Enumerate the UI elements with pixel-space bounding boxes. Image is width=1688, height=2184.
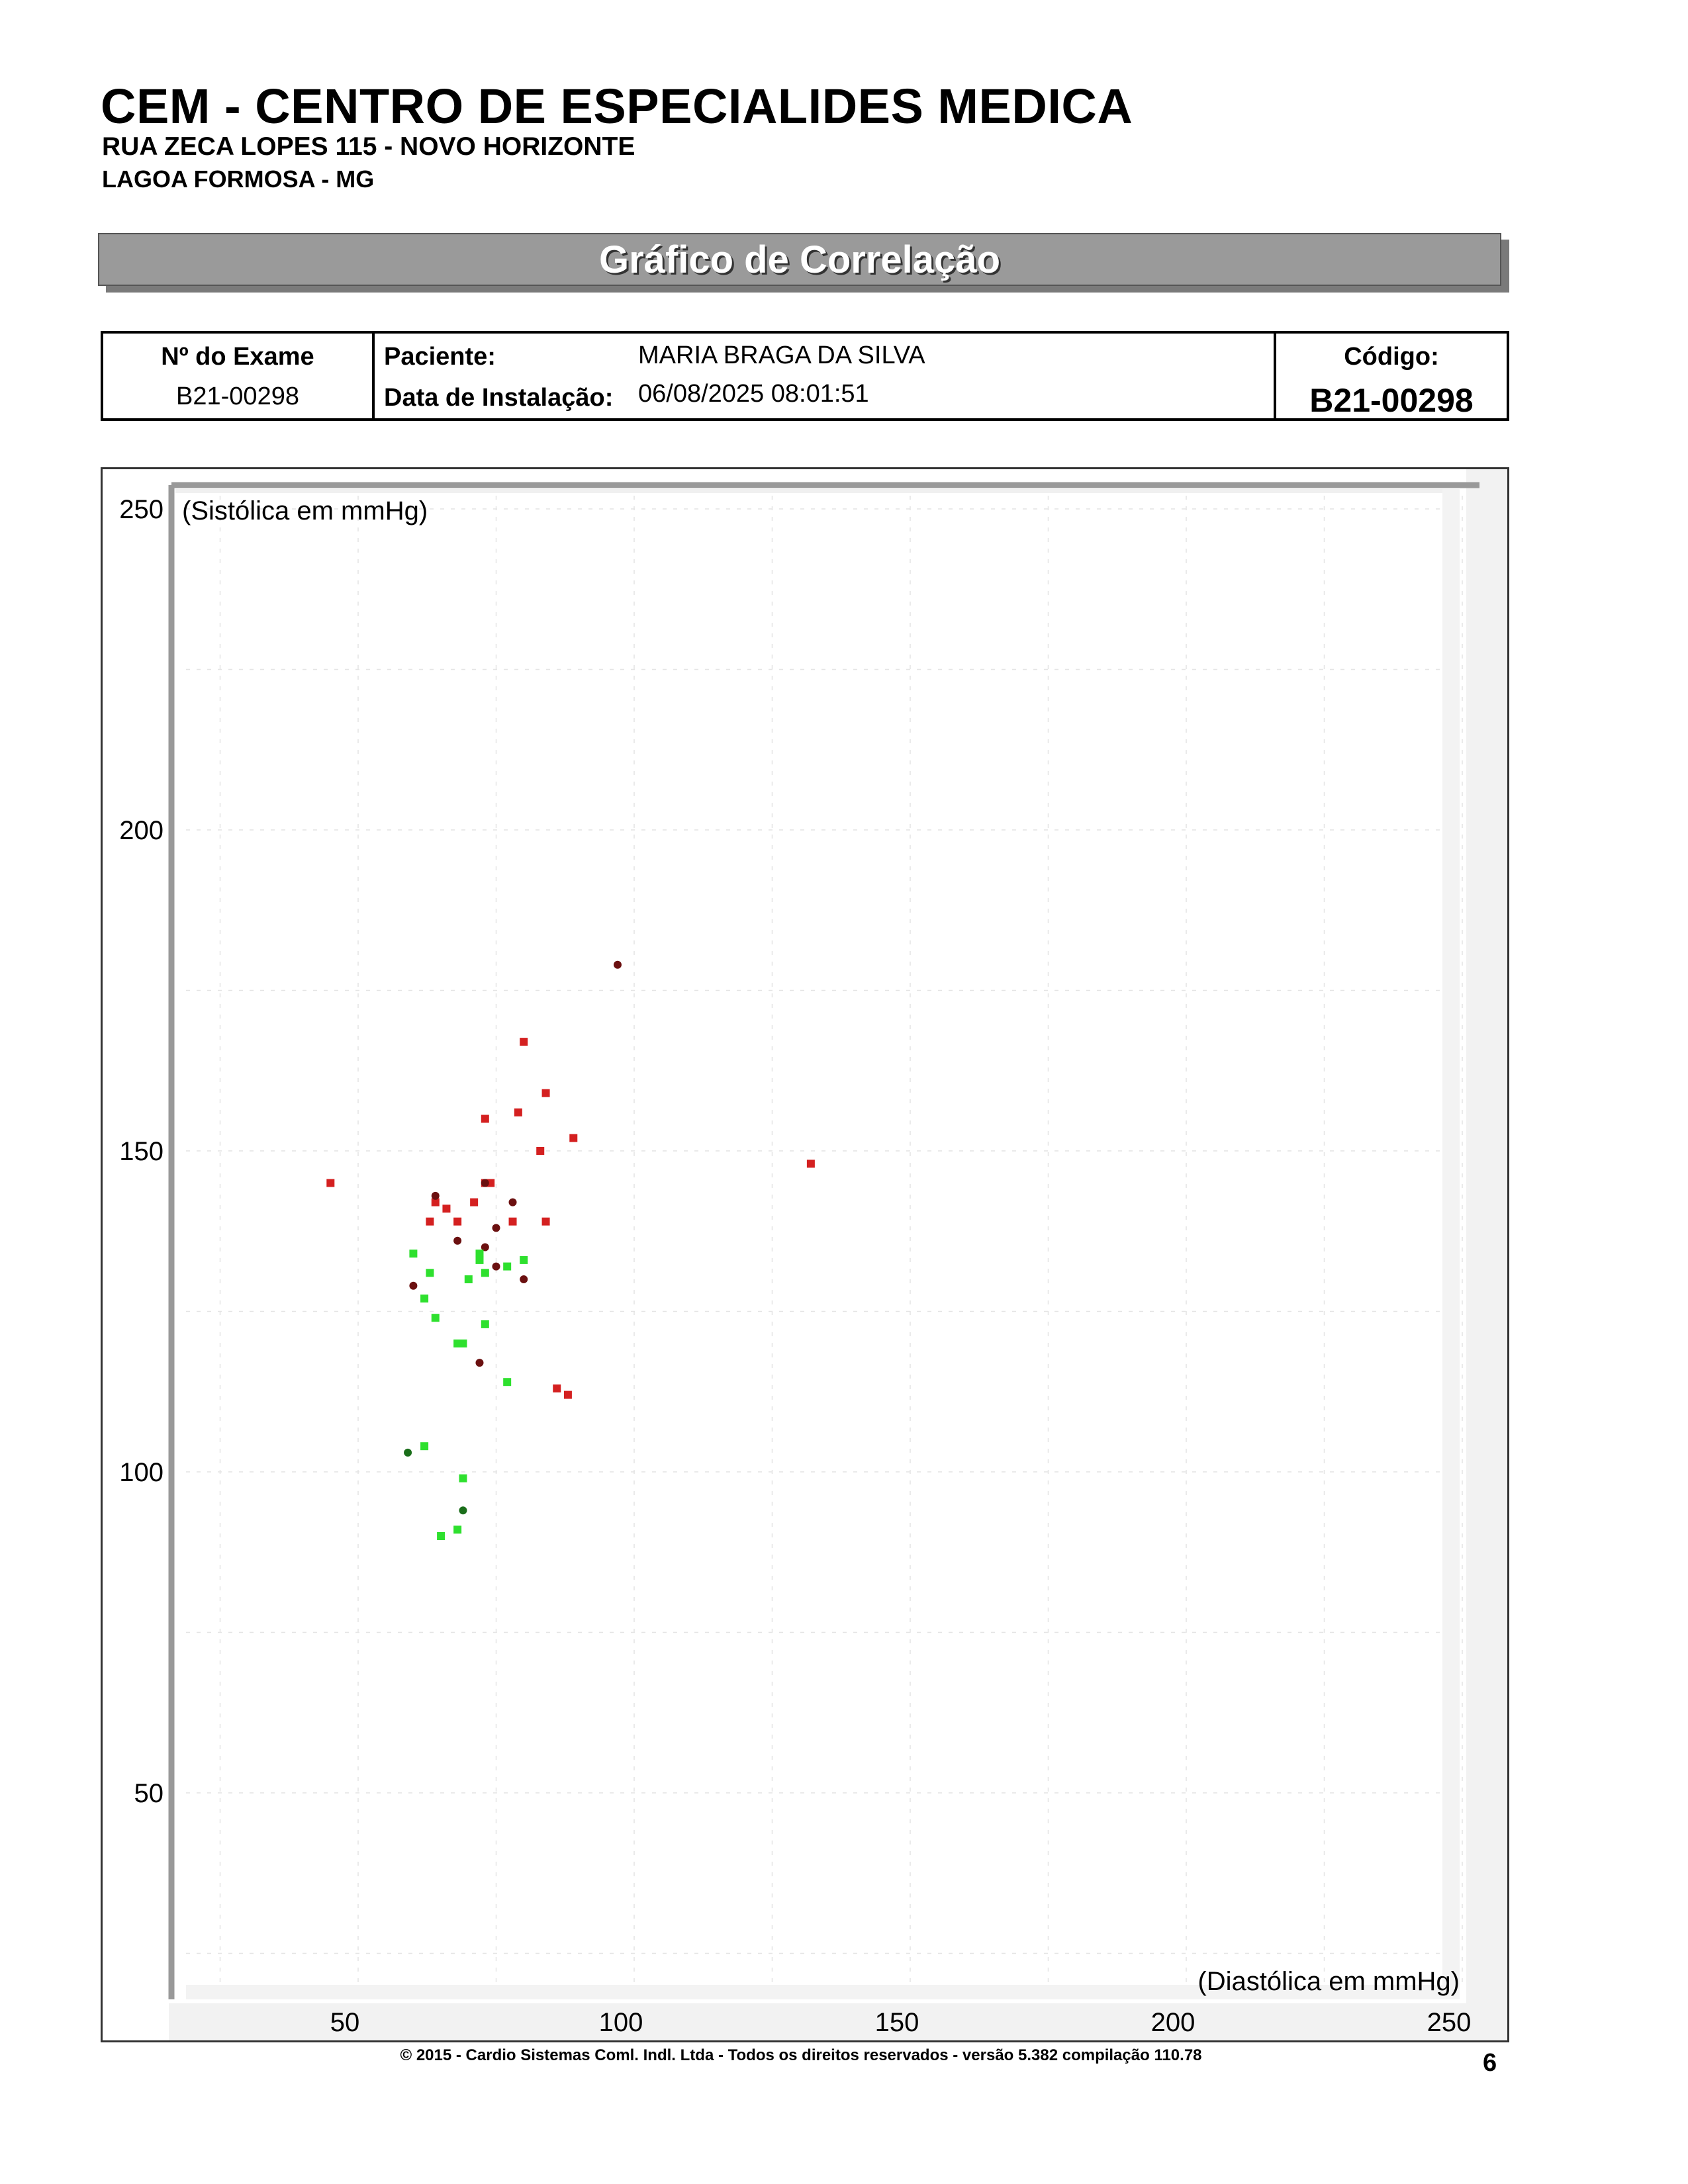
- data-point: [453, 1218, 461, 1226]
- plot-shade-top: [175, 489, 1460, 493]
- x-tick-label: 200: [1150, 2008, 1196, 2037]
- data-point: [442, 1205, 450, 1212]
- x-tick-label: 50: [330, 2008, 360, 2037]
- data-point: [503, 1263, 511, 1271]
- data-point: [470, 1199, 478, 1206]
- correlation-chart: [103, 469, 1507, 2040]
- y-tick-label: 250: [119, 495, 164, 524]
- data-point: [426, 1218, 434, 1226]
- code-label: Código:: [1344, 343, 1439, 371]
- table-divider: [372, 334, 375, 418]
- x-tick-label: 150: [874, 2008, 919, 2037]
- data-point: [492, 1263, 500, 1271]
- install-date-value: 06/08/2025 08:01:51: [638, 380, 869, 408]
- data-point: [432, 1314, 440, 1322]
- data-point: [481, 1320, 489, 1328]
- patient-value: MARIA BRAGA DA SILVA: [638, 341, 925, 369]
- data-point: [475, 1359, 483, 1367]
- data-point: [520, 1275, 528, 1283]
- clinic-address: RUA ZECA LOPES 115 - NOVO HORIZONTE: [102, 132, 635, 161]
- install-date-label: Data de Instalação:: [384, 384, 614, 412]
- page-number: 6: [1483, 2049, 1497, 2077]
- data-point: [426, 1269, 434, 1277]
- y-tick-label: 100: [119, 1458, 164, 1487]
- plot-area: [175, 486, 1466, 2003]
- data-point: [481, 1115, 489, 1123]
- data-point: [432, 1192, 440, 1200]
- data-point: [453, 1525, 461, 1533]
- data-point: [459, 1506, 467, 1514]
- data-point: [409, 1250, 417, 1257]
- patient-label: Paciente:: [384, 343, 496, 371]
- data-point: [475, 1256, 483, 1264]
- y-axis-label: (Sistólica em mmHg): [182, 496, 428, 525]
- copyright-footer: © 2015 - Cardio Sistemas Coml. Indl. Ltda - Todos os direitos reservados - versão 5.382 compilação 110.78: [400, 2046, 1202, 2064]
- data-point: [420, 1442, 428, 1450]
- data-point: [542, 1218, 550, 1226]
- data-point: [437, 1532, 445, 1540]
- data-point: [420, 1295, 428, 1302]
- chart-bevel-right: [1466, 469, 1507, 2040]
- data-point: [553, 1385, 561, 1392]
- data-point: [614, 961, 622, 969]
- report-title: Gráfico de Correlação: [599, 238, 1000, 281]
- data-point: [536, 1147, 544, 1155]
- data-point: [807, 1160, 815, 1167]
- data-point: [520, 1038, 528, 1046]
- y-tick-label: 50: [134, 1779, 164, 1808]
- y-tick-label: 150: [119, 1137, 164, 1166]
- data-point: [453, 1237, 461, 1245]
- data-point: [465, 1275, 473, 1283]
- data-point: [509, 1218, 517, 1226]
- clinic-name: CEM - CENTRO DE ESPECIALIDES MEDICA: [101, 79, 1133, 134]
- chart-frame: [101, 467, 1509, 2042]
- y-tick-label: 200: [119, 816, 164, 845]
- x-axis-label: (Diastólica em mmHg): [1197, 1967, 1460, 1996]
- x-tick-label: 100: [598, 2008, 643, 2037]
- data-point: [514, 1109, 522, 1116]
- data-point: [459, 1475, 467, 1482]
- data-point: [509, 1199, 517, 1206]
- data-point: [409, 1282, 417, 1290]
- data-point: [564, 1391, 572, 1399]
- plot-shade-right: [1442, 489, 1460, 1989]
- code-value: B21-00298: [1309, 382, 1474, 419]
- report-title-bar: [98, 233, 1501, 286]
- data-point: [326, 1179, 334, 1187]
- clinic-city: LAGOA FORMOSA - MG: [102, 165, 375, 193]
- chart-bevel-bottom: [169, 2003, 1507, 2040]
- data-point: [459, 1340, 467, 1347]
- data-point: [404, 1449, 412, 1457]
- data-point: [520, 1256, 528, 1264]
- data-point: [492, 1224, 500, 1232]
- exam-number-label: Nº do Exame: [161, 343, 314, 371]
- data-point: [569, 1134, 577, 1142]
- data-point: [542, 1089, 550, 1097]
- data-point: [481, 1179, 489, 1187]
- data-point: [503, 1378, 511, 1386]
- x-tick-label: 250: [1427, 2008, 1472, 2037]
- data-point: [481, 1269, 489, 1277]
- exam-number-value: B21-00298: [176, 383, 299, 410]
- exam-info-table: [101, 331, 1509, 421]
